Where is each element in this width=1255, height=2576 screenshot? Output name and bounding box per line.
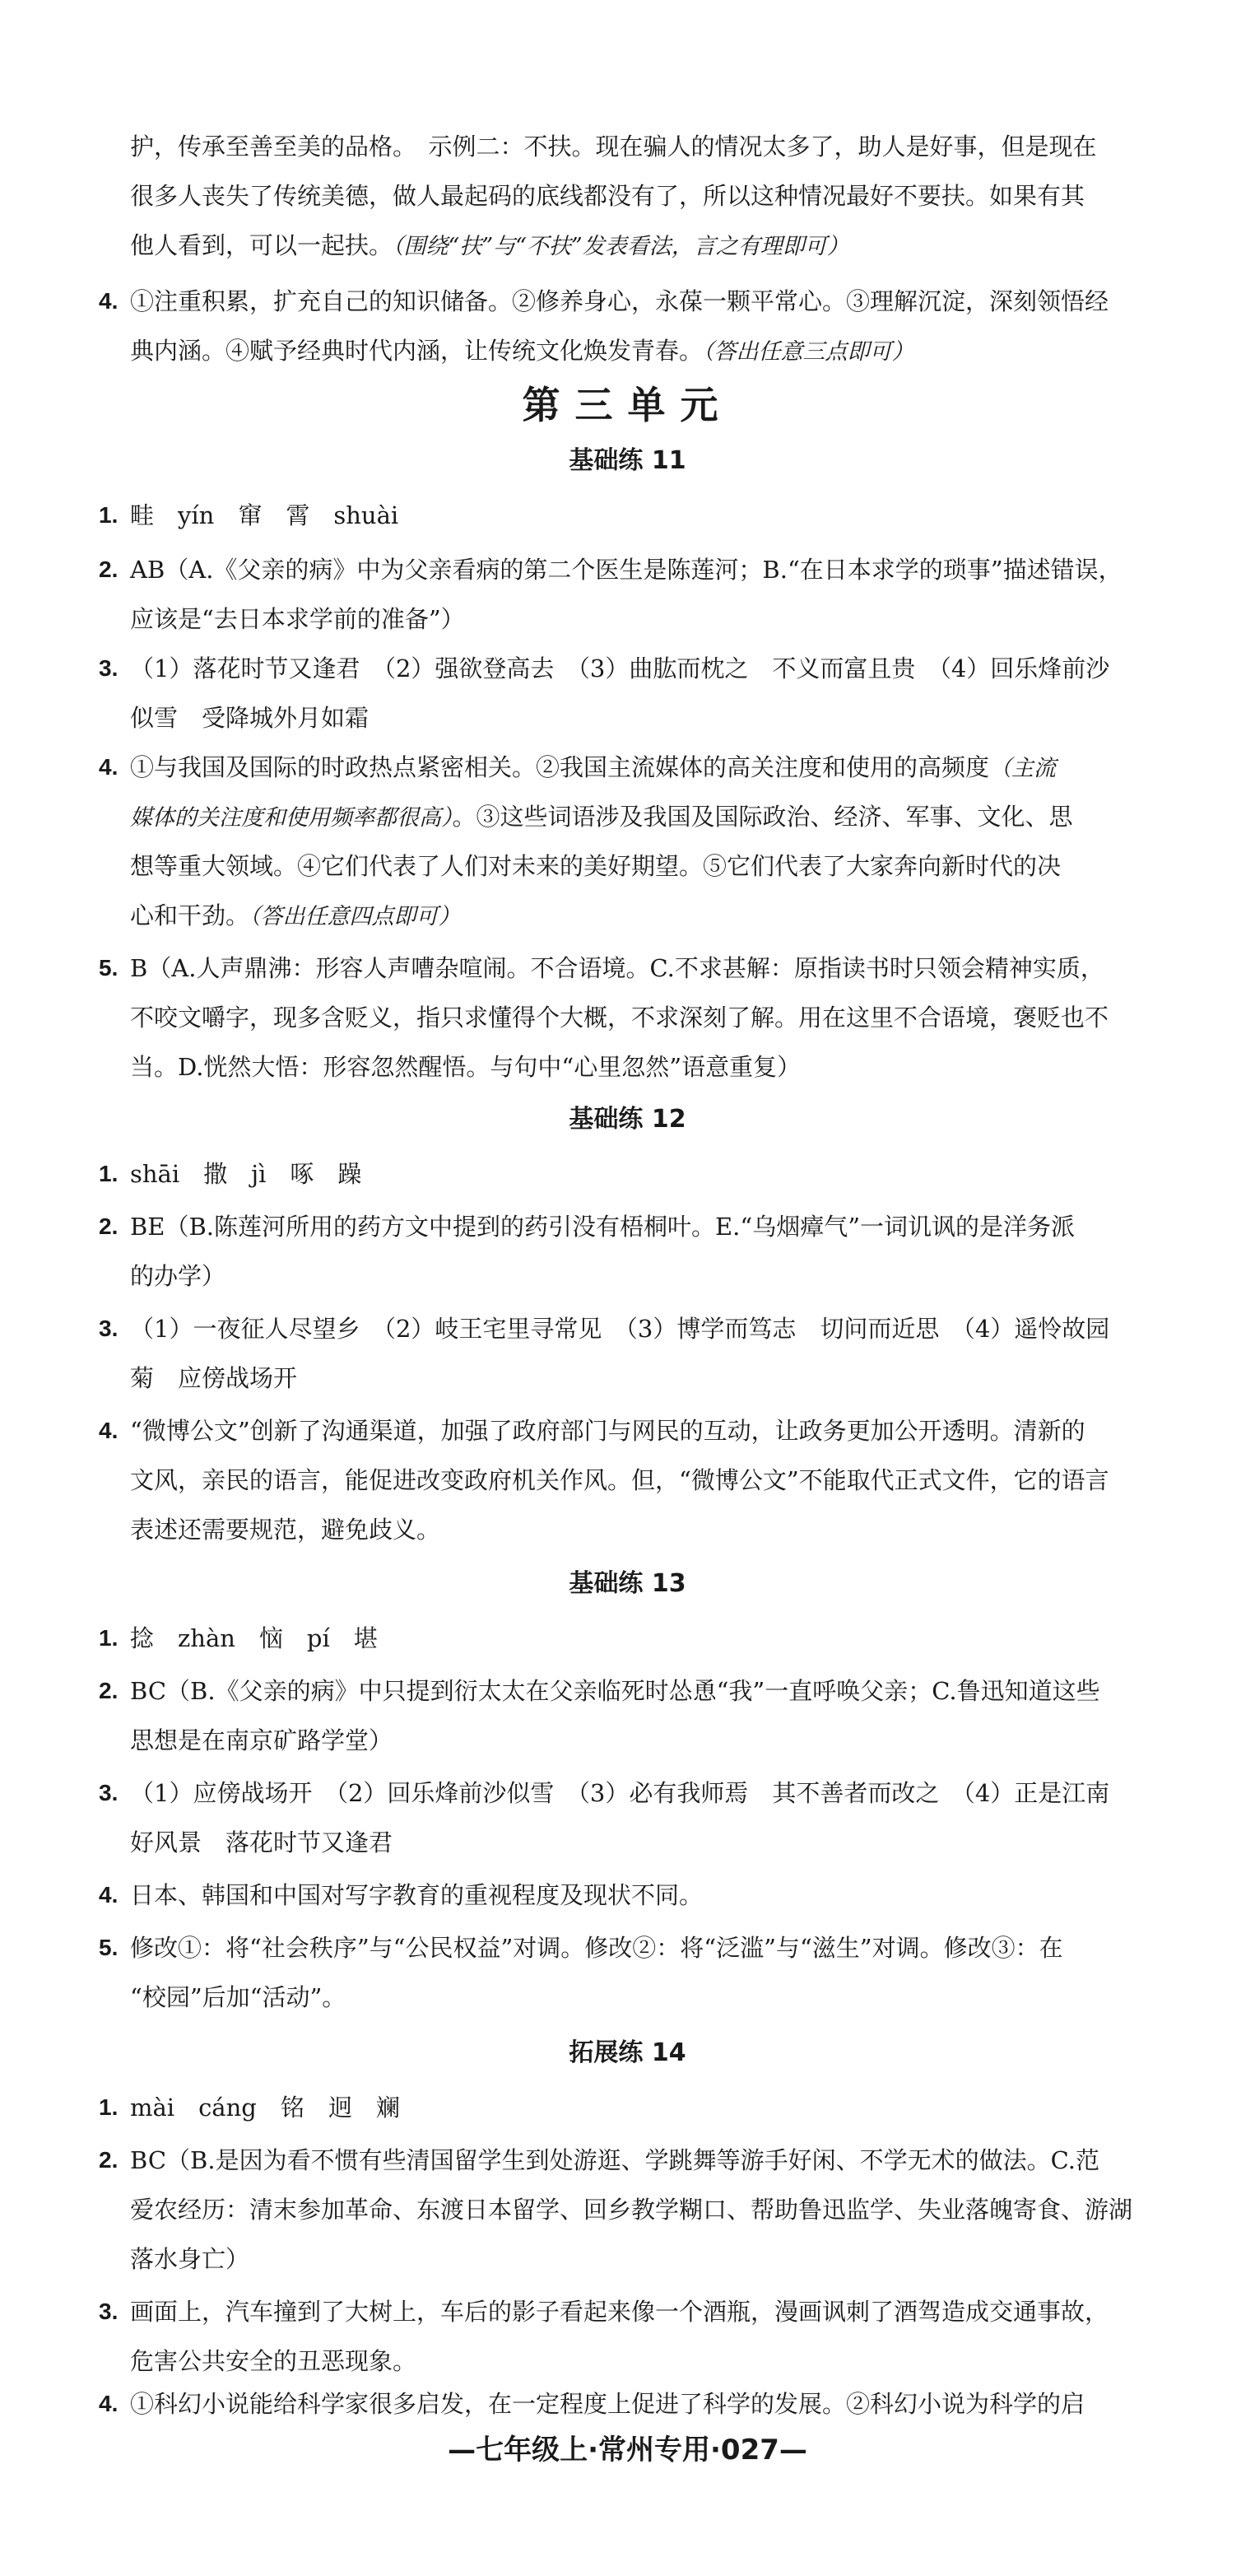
question-4 <box>0 1406 1255 1456</box>
text-line <box>0 1042 1255 1092</box>
answer-text: AB（A.《父亲的病》中为父亲看病的第二个医生是陈莲河；B.“在日本求学的琐事”描述错误， <box>130 556 1123 584</box>
question-number: 1. <box>99 2094 119 2120</box>
question-number: 1. <box>99 1161 119 1186</box>
answer-text: 畦 yín 窜 霄 shuài <box>130 501 399 529</box>
question-4 <box>0 277 1255 326</box>
section-title: 基础练 11 <box>569 446 686 475</box>
text-line <box>0 792 1255 841</box>
answer-text: 护，传承至善至美的品格。 示例二：不扶。现在骗人的情况太多了，助人是好事，但是现在 <box>130 133 1097 161</box>
question-3 <box>0 2287 1255 2336</box>
answer-text: 很多人丧失了传统美德，做人最起码的底线都没有了，所以这种情况最好不要扶。如果有其 <box>130 182 1085 210</box>
answer-text <box>130 792 1073 841</box>
text-line <box>0 594 1255 644</box>
question-number: 3. <box>99 2299 119 2324</box>
question-number: 4. <box>99 2391 119 2416</box>
question-3 <box>0 644 1255 693</box>
answer-text: 的办学） <box>130 1262 226 1290</box>
question-number: 3. <box>99 655 119 681</box>
answer-text: BC（B.《父亲的病》中只提到衍太太在父亲临死时怂恿“我”一直呼唤父亲；C.鲁迅知道这些 <box>130 1677 1100 1705</box>
text-line <box>0 1716 1255 1765</box>
answer-text <box>130 221 849 270</box>
answer-text: 想等重大领域。④它们代表了人们对未来的美好期望。⑤它们代表了大家奔向新时代的决 <box>130 852 1062 880</box>
answer-text: 日本、韩国和中国对写字教育的重视程度及现状不同。 <box>130 1881 704 1909</box>
question-number: 4. <box>99 1418 119 1443</box>
section-title: 拓展练 14 <box>569 2038 686 2067</box>
question-number: 2. <box>99 2147 119 2173</box>
answer-text: ①与我国及国际的时政热点紧密相关。②我国主流媒体的高关注度和使用的高频度 <box>130 753 990 781</box>
answer-text: 他人看到，可以一起扶。 <box>130 231 393 259</box>
answer-note: （围绕“扶”与“不扶”发表看法，言之有理即可） <box>393 234 849 259</box>
question-4 <box>0 1870 1255 1920</box>
section-title: 基础练 12 <box>569 1105 686 1134</box>
text-line <box>0 171 1255 221</box>
text-line <box>0 2185 1255 2234</box>
answer-text: 典内涵。④赋予经典时代内涵，让传统文化焕发青春。 <box>130 337 704 365</box>
question-2 <box>0 545 1255 594</box>
question-number: 2. <box>99 1678 119 1703</box>
answer-text: 表述还需要规范，避免歧义。 <box>130 1516 441 1544</box>
answer-text: 思想是在南京矿路学堂） <box>130 1726 393 1754</box>
question-number: 4. <box>99 288 119 314</box>
answer-text: “微博公文”创新了沟通渠道，加强了政府部门与网民的互动，让政务更加公开透明。清新的 <box>130 1417 1085 1445</box>
page-footer: —七年级上·常州专用·027— <box>448 2434 807 2467</box>
text-line <box>0 2234 1255 2284</box>
question-1 <box>0 2083 1255 2132</box>
question-2 <box>0 1202 1255 1251</box>
question-number: 5. <box>99 955 119 981</box>
text-line <box>0 1818 1255 1867</box>
question-number: 3. <box>99 1316 119 1341</box>
answer-text: B（A.人声鼎沸：形容人声嘈杂喧闹。不合语境。C.不求甚解：原指读书时只领会精神实质， <box>130 954 1104 982</box>
text-line <box>0 993 1255 1042</box>
answer-text <box>130 743 1056 792</box>
question-5 <box>0 1923 1255 1973</box>
question-1 <box>0 491 1255 540</box>
answer-text: 捻 zhàn 恼 pí 堪 <box>130 1624 378 1652</box>
question-number: 5. <box>99 1935 119 1960</box>
text-line <box>0 122 1255 171</box>
answer-text: ①科幻小说能给科学家很多启发，在一定程度上促进了科学的发展。②科幻小说为科学的启 <box>130 2390 1085 2418</box>
answer-text: 似雪 受降城外月如霜 <box>130 704 370 732</box>
answer-text: shāi 撒 jì 啄 躁 <box>130 1160 362 1188</box>
text-line <box>0 1353 1255 1403</box>
answer-text: 文风，亲民的语言，能促进改变政府机关作风。但，“微博公文”不能取代正式文件，它的语言 <box>130 1466 1109 1494</box>
answer-text: “校园”后加“活动”。 <box>130 1983 346 2011</box>
answer-text <box>130 326 914 375</box>
answer-text: 画面上，汽车撞到了大树上，车后的影子看起来像一个酒瓶，漫画讽刺了酒驾造成交通事故， <box>130 2298 1109 2326</box>
question-number: 1. <box>99 1625 119 1651</box>
text-line <box>0 1973 1255 2022</box>
text-line <box>0 1456 1255 1505</box>
text-line <box>0 326 1255 375</box>
answer-text: （1）一夜征人尽望乡 （2）岐王宅里寻常见 （3）博学而笃志 切问而近思 （4）遥怜故园 <box>130 1315 1110 1343</box>
text-line <box>0 693 1255 743</box>
answer-text: 不咬文嚼字，现多含贬义，指只求懂得个大概，不求深刻了解。用在这里不合语境，褒贬也不 <box>130 1004 1109 1032</box>
answer-text: 当。D.恍然大悟：形容忽然醒悟。与句中“心里忽然”语意重复） <box>130 1053 802 1081</box>
question-4 <box>0 743 1255 792</box>
question-2 <box>0 1666 1255 1716</box>
answer-text: 危害公共安全的丑恶现象。 <box>130 2347 417 2375</box>
answer-text: 菊 应傍战场开 <box>130 1364 298 1392</box>
question-1 <box>0 1149 1255 1199</box>
answer-text: （1）应傍战场开 （2）回乐烽前沙似雪 （3）必有我师焉 其不善者而改之 （4）正是江南 <box>130 1779 1110 1807</box>
answer-text: 爱农经历：清末参加革命、东渡日本留学、回乡教学糊口、帮助鲁迅监学、失业落魄寄食、游湖 <box>130 2196 1133 2224</box>
question-5 <box>0 943 1255 993</box>
question-4 <box>0 2387 1255 2420</box>
question-3 <box>0 1304 1255 1353</box>
answer-text: BE（B.陈莲河所用的药方文中提到的药引没有梧桐叶。E.“乌烟瘴气”一词讥讽的是洋务派 <box>130 1213 1076 1241</box>
answer-text: 好风景 落花时节又逢君 <box>130 1828 393 1856</box>
answer-text: 落水身亡） <box>130 2245 250 2273</box>
answer-text: 应该是“去日本求学前的准备”） <box>130 605 465 633</box>
answer-text: 心和干劲。 <box>130 901 250 929</box>
question-number: 4. <box>99 1882 119 1908</box>
answer-text: BC（B.是因为看不惯有些清国留学生到处游逛、学跳舞等游手好闲、不学无术的做法。C.范 <box>130 2146 1099 2174</box>
question-number: 2. <box>99 1213 119 1239</box>
question-2 <box>0 2136 1255 2185</box>
question-3 <box>0 1768 1255 1818</box>
answer-text: ①注重积累，扩充自己的知识储备。②修养身心，永葆一颗平常心。③理解沉淀，深刻领悟经 <box>130 287 1109 315</box>
text-line <box>0 891 1255 940</box>
question-number: 4. <box>99 754 119 780</box>
answer-note: （答出任意三点即可） <box>703 339 914 365</box>
text-line <box>0 1251 1255 1301</box>
answer-text: （1）落花时节又逢君 （2）强欲登高去 （3）曲肱而枕之 不义而富且贵 （4）回乐烽前沙 <box>130 654 1110 682</box>
text-line <box>0 1505 1255 1554</box>
text-line <box>0 2336 1255 2386</box>
answer-note: （答出任意四点即可） <box>249 904 461 929</box>
answer-text: 修改①：将“社会秩序”与“公民权益”对调。修改②：将“泛滥”与“滋生”对调。修改③：在 <box>130 1934 1063 1962</box>
answer-text: mài cáng 铭 迥 斓 <box>130 2094 400 2122</box>
question-number: 2. <box>99 557 119 582</box>
answer-text <box>130 891 461 940</box>
answer-note: （主流 <box>989 756 1057 781</box>
answer-text: 。③这些词语涉及我国及国际政治、经济、军事、文化、思 <box>452 803 1073 831</box>
question-number: 1. <box>99 502 119 528</box>
text-line <box>0 841 1255 891</box>
answer-note: 媒体的关注度和使用频率都很高） <box>130 805 453 831</box>
section-title: 基础练 13 <box>569 1569 686 1598</box>
text-line <box>0 221 1255 270</box>
unit-title: 第三单元 <box>522 383 733 427</box>
question-number: 3. <box>99 1780 119 1805</box>
question-1 <box>0 1614 1255 1663</box>
